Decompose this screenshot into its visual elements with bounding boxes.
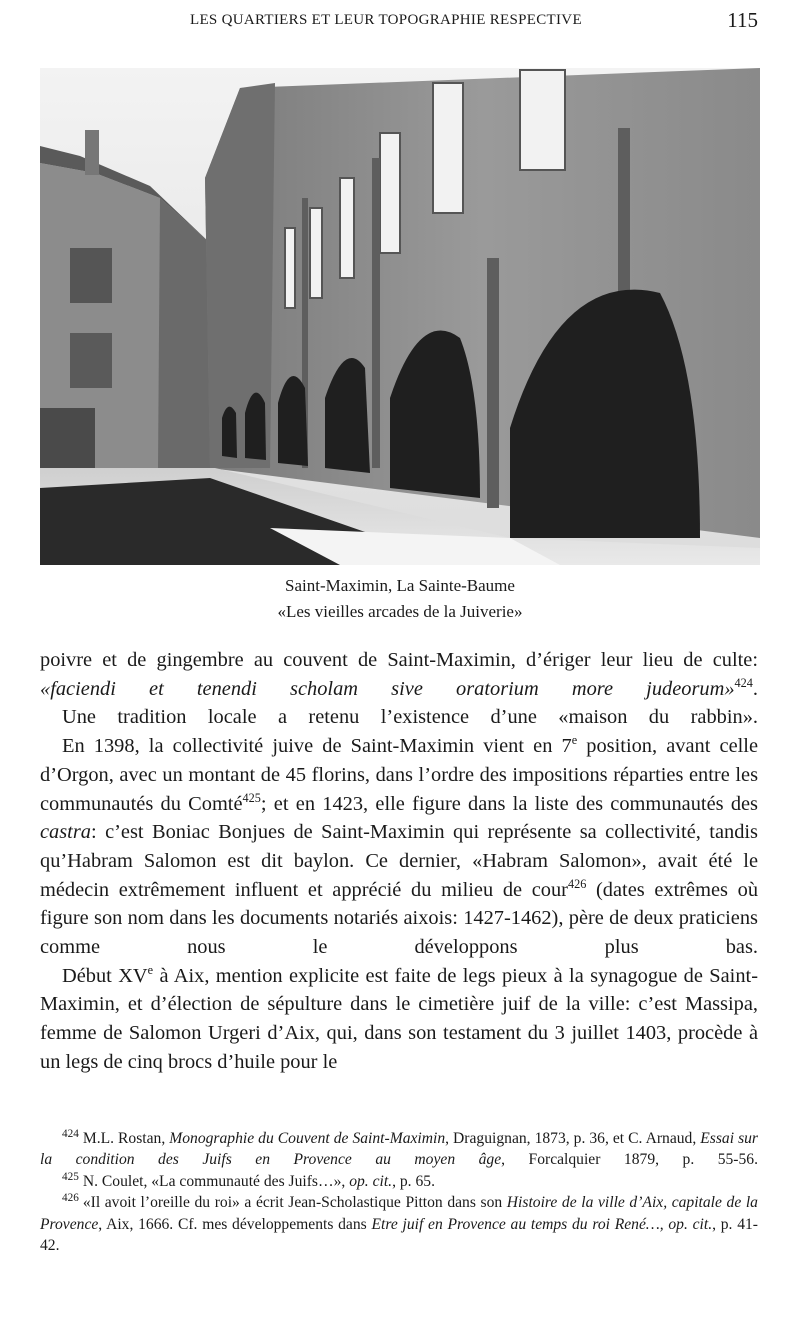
paragraph-3: En 1398, la collectivité juive de Saint-Maximin vient en 7e position, avant celle d’Orgon, avec un montant de 45 florins, dans l’ordre des impositions réparties entre les communautés du Comté$^{425}$; et en 1423, elle figure dans la liste des communautés des castra: c’est Boniac Bonjues de Saint-Maximin qui représente sa collectivité, tandis qu’Habram Salomon est dit baylon. Ce dernier, «Habram Salomon», avait été le médecin extrêmement influent et apprécié du milieu de cour$^{426}$ (dates extrêmes où figure son nom dans les documents notariés aixois: 1427-1462), père de deux praticiens comme nous le développons plus bas. (40, 733, 759, 959)
figure-caption-title: Saint-Maximin, La Sainte-Baume (285, 576, 515, 595)
footnote-424: $^{424}$ M.L. Rostan, Monographie du Couvent de Saint-Maximin, Draguignan, 1873, p. 36, et C. Arnaud, Essai sur la condition des Juifs en Provence au moyen âge, Forcalquier 1879, p. 55-56. (40, 1127, 758, 1169)
figure-caption-subtitle: «Les vieilles arcades de la Juiverie» (277, 602, 523, 621)
footnotes (40, 1128, 758, 1256)
footnote-ref-424[interactable]: 424 (734, 675, 753, 690)
footnote-ref-425[interactable]: 425 (242, 790, 261, 805)
paragraph-4: Début XVe à Aix, mention explicite est faite de legs pieux à la synagogue de Saint-Maximin, et d’élection de sépulture dans le cimetière juif de la ville: c’est Massipa, femme de Salomon Urgeri d’Aix, qui, dans son testament du 3 juillet 1403, procède à un legs de cinq brocs d’huile pour le (40, 962, 758, 1073)
running-title: LES QUARTIERS ET LEUR TOPOGRAPHIE RESPECTIVE (190, 12, 582, 28)
page-number: 115 (727, 8, 758, 32)
footnote-ref-426[interactable]: 426 (567, 876, 587, 891)
footnote-425: $^{425}$ N. Coulet, «La communauté des Juifs…», op. cit., p. 65. (62, 1170, 435, 1190)
page-header (40, 10, 760, 34)
arcades-photograph (40, 68, 760, 565)
footnote-426: $^{426}$ «Il avoit l’oreille du roi» a écrit Jean-Scholastique Pitton dans son Histoire de la ville d’Aix, capitale de la Provence, Aix, 1666. Cf. mes développements dans Etre juif en Provence au temps du roi René…, op. cit., p. 41-42. (40, 1192, 758, 1255)
main-text (40, 646, 758, 1077)
paragraph-2: Une tradition locale a retenu l’existence d’une «maison du rabbin». (62, 706, 758, 729)
paragraph-1: poivre et de gingembre au couvent de Saint-Maximin, d’ériger leur lieu de culte: «faciendi et tenendi scholam sive oratorium more judeorum»$^{424}$. (40, 649, 758, 700)
